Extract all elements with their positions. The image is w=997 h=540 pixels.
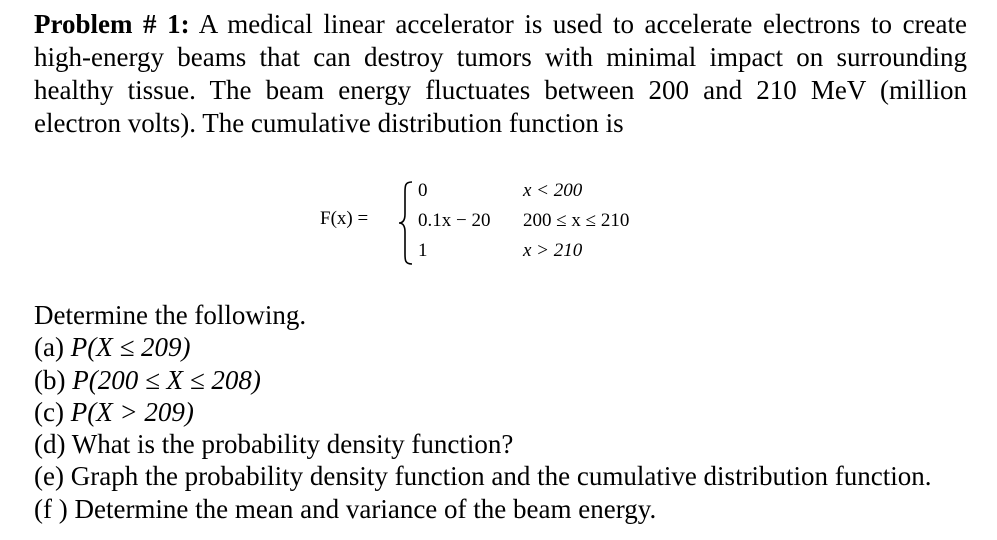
- question-a-expr: P(X ≤ 209): [70, 332, 191, 363]
- case-condition-0: x < 200: [523, 180, 583, 201]
- question-b-prefix: (b): [34, 364, 73, 395]
- case-condition-1: 200 ≤ x ≤ 210: [523, 210, 630, 231]
- question-b-expr: P(200 ≤ X ≤ 208): [72, 364, 261, 395]
- question-c-expr: P(X > 209): [70, 396, 194, 427]
- question-c: [34, 396, 932, 428]
- cdf-formula: [320, 178, 680, 268]
- formula-lhs: F(x) =: [320, 208, 369, 229]
- problem-label: Problem # 1:: [34, 9, 190, 39]
- intro-line-4: electron volts). The cumulative distribution function is: [34, 108, 624, 138]
- question-e: (e) Graph the probability density function and the cumulative distribution function.: [34, 461, 932, 492]
- case-value-2: 1: [418, 240, 428, 261]
- problem-statement: [34, 8, 967, 140]
- question-a-prefix: (a): [34, 332, 71, 363]
- left-brace-icon: [398, 180, 414, 266]
- case-value-1: 0.1x − 20: [418, 210, 491, 231]
- question-list: [34, 299, 932, 525]
- question-b: [34, 364, 932, 396]
- question-a: [34, 331, 932, 363]
- intro-line-3: healthy tissue. The beam energy fluctuates between 200 and 210 MeV (million: [34, 75, 967, 105]
- intro-line-2: high-energy beams that can destroy tumors with minimal impact on surrounding: [34, 42, 967, 72]
- question-d: (d) What is the probability density function?: [34, 429, 514, 460]
- case-value-0: 0: [418, 180, 428, 201]
- case-condition-2: x > 210: [523, 240, 583, 261]
- intro-line-1: A medical linear accelerator is used to accelerate electrons to create: [198, 9, 967, 39]
- question-c-prefix: (c): [34, 396, 71, 427]
- question-f: (f ) Determine the mean and variance of the beam energy.: [34, 493, 657, 524]
- questions-prompt: Determine the following.: [34, 300, 307, 330]
